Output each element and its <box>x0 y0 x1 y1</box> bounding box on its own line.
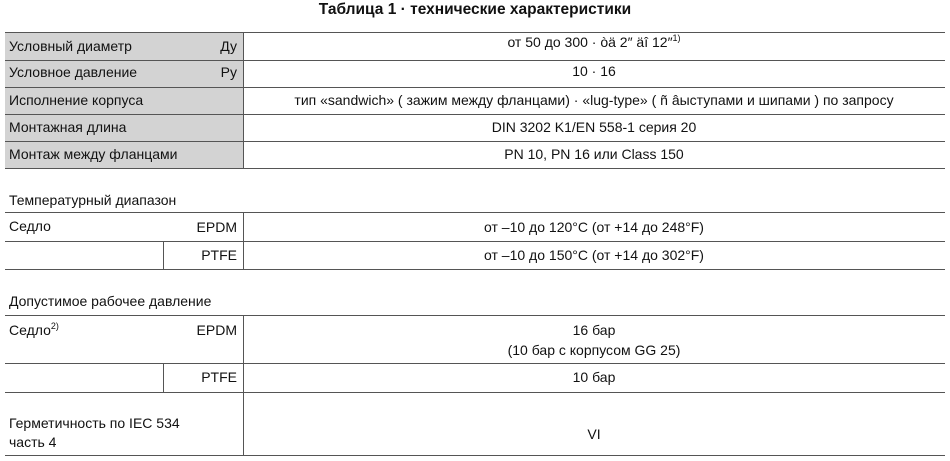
row-value: от 50 до 300 · òä 2″ äî 12″$^{1)}$ <box>507 33 681 50</box>
material-label: PTFE <box>201 247 237 263</box>
row-label: Монтажная длина <box>9 119 127 135</box>
table-row-pressure-ptfe <box>5 363 945 392</box>
table-row-flange-mounting <box>5 141 945 168</box>
row-value-note: (10 бар с корпусом GG 25) <box>507 342 681 358</box>
row-label: Исполнение корпуса <box>9 92 144 108</box>
table-title: Таблица 1 · технические характеристики <box>318 1 632 18</box>
section-header-temperature <box>5 168 945 212</box>
table-row-tightness <box>5 392 945 456</box>
table-row-nominal-pressure <box>5 60 945 87</box>
section-title: Температурный диапазон <box>9 192 177 208</box>
row-value: тип «sandwich» ( зажим между фланцами) · «lug-type» ( ñ âыступами и шипами ) по запросу <box>294 92 894 108</box>
row-label: Герметичность по IEC 534 <box>9 415 180 431</box>
row-label: Условное давление <box>9 64 138 80</box>
row-label: Условный диаметр <box>9 38 132 54</box>
row-value: PN 10, PN 16 или Class 150 <box>504 146 684 162</box>
section-header-pressure <box>5 269 945 315</box>
row-label-continued: часть 4 <box>9 434 57 450</box>
seat-label: Седло$^{2)}$ <box>9 321 59 338</box>
table-row-temp-epdm <box>5 212 945 241</box>
material-label: EPDM <box>196 322 237 338</box>
row-value: от –10 до 120°C (от +14 до 248°F) <box>484 219 704 235</box>
table-row-nominal-diameter <box>5 32 945 60</box>
footnote-mark: 2) <box>50 321 59 331</box>
row-value: 10 бар <box>572 369 616 385</box>
section-title: Допустимое рабочее давление <box>9 293 212 309</box>
row-value: 16 бар <box>572 322 616 338</box>
row-label: Монтаж между фланцами <box>9 146 178 162</box>
row-symbol: Ду <box>220 38 237 54</box>
row-value: 10 · 16 <box>572 63 616 79</box>
table-row-face-to-face <box>5 114 945 141</box>
seat-label: Седло <box>9 218 51 234</box>
row-value: DIN 3202 K1/EN 558-1 серия 20 <box>491 119 697 135</box>
material-label: EPDM <box>196 219 237 235</box>
row-value: VI <box>587 426 601 442</box>
material-label: PTFE <box>201 369 237 385</box>
row-value: от –10 до 150°C (от +14 до 302°F) <box>484 247 704 263</box>
footnote-mark: 1) <box>672 33 681 43</box>
table-row-pressure-epdm <box>5 315 945 363</box>
table-row-body-design <box>5 87 945 114</box>
table-row-temp-ptfe <box>5 241 945 269</box>
row-symbol: Ру <box>220 64 237 80</box>
